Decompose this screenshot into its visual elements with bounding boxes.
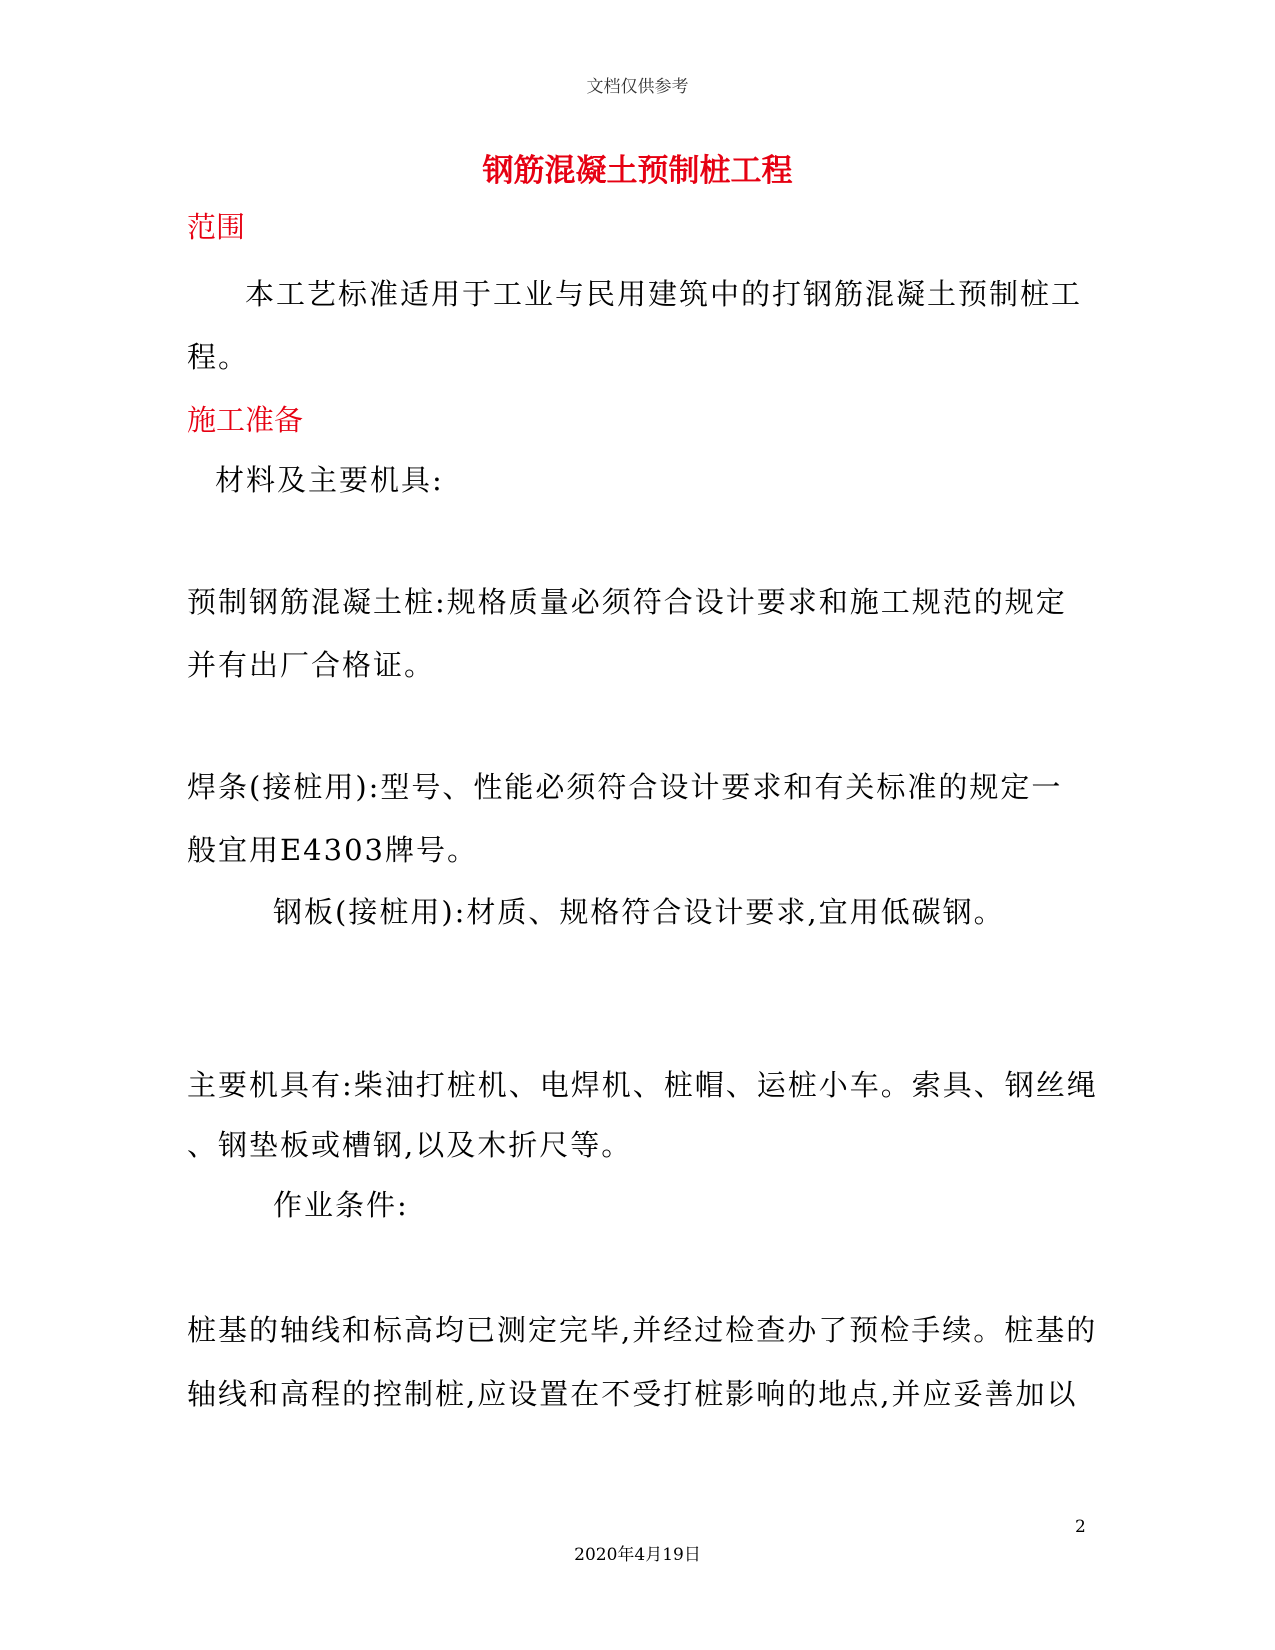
section-heading-scope: 范围 [187,210,246,244]
paragraph-line: 焊条(接桩用):型号、性能必须符合设计要求和有关标准的规定一 [187,770,1063,804]
paragraph-line: 并有出厂合格证。 [187,648,436,682]
paragraph-line: 般宜用E4303牌号。 [187,833,478,867]
paragraph-line: 材料及主要机具: [215,463,444,497]
paragraph-line: 作业条件: [273,1188,409,1222]
footer-date: 2020年4月19日 [574,1545,701,1565]
paragraph-line: 、钢垫板或槽钢,以及木折尺等。 [187,1128,633,1162]
paragraph-line: 轴线和高程的控制桩,应设置在不受打桩影响的地点,并应妥善加以 [187,1377,1078,1411]
paragraph-line: 主要机具有:柴油打桩机、电焊机、桩帽、运桩小车。索具、钢丝绳 [187,1068,1098,1102]
page-number: 2 [1075,1517,1086,1537]
paragraph-line: 本工艺标准适用于工业与民用建筑中的打钢筋混凝土预制桩工 [245,277,1083,311]
section-heading-prep: 施工准备 [187,403,304,437]
paragraph-line: 程。 [187,340,250,374]
paragraph-line: 钢板(接桩用):材质、规格符合设计要求,宜用低碳钢。 [273,895,1005,929]
paragraph-line: 预制钢筋混凝土桩:规格质量必须符合设计要求和施工规范的规定 [187,585,1067,619]
paragraph-line: 桩基的轴线和标高均已测定完毕,并经过检查办了预检手续。桩基的 [187,1313,1098,1347]
document-title: 钢筋混凝土预制桩工程 [482,153,793,189]
page-header: 文档仅供参考 [586,77,689,97]
